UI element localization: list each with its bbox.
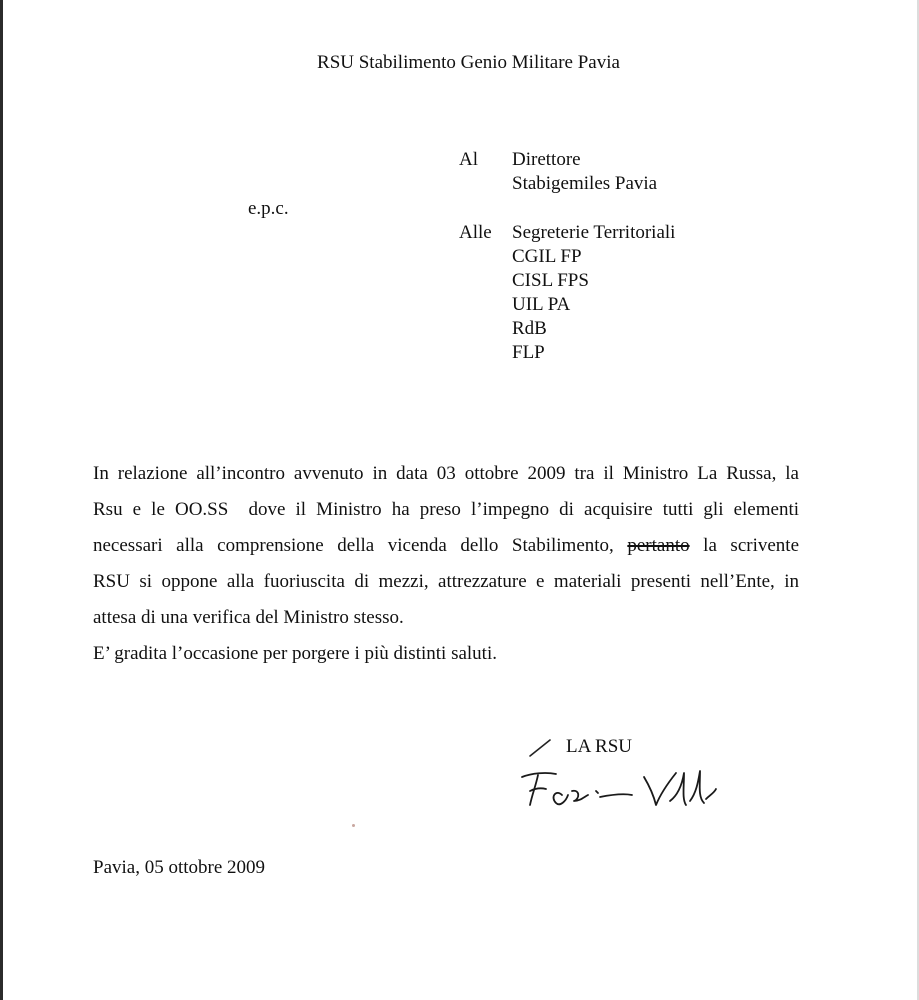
cc-prefix: Alle — [459, 222, 492, 243]
body-line: RSU si oppone alla fuoriuscita di mezzi, attrezzature e materiali presenti nell’Ente, in — [93, 571, 799, 592]
body-line-part: la scrivente — [703, 535, 800, 556]
cc-line: UIL PA — [512, 294, 571, 315]
body-line: In relazione all’incontro avvenuto in data 03 ottobre 2009 tra il Ministro La Russa, la — [93, 463, 799, 484]
body-line — [93, 528, 799, 564]
body-line: attesa di una verifica del Ministro stesso. — [93, 607, 404, 628]
scan-speck — [352, 824, 355, 827]
body-line: Rsu e le OO.SS dove il Ministro ha preso l’impegno di acquisire tutti gli elementi — [93, 499, 799, 520]
scan-edge-left — [0, 0, 3, 1000]
cc-line: RdB — [512, 318, 547, 339]
recipient-label: Al — [459, 149, 478, 170]
sender-heading: RSU Stabilimento Genio Militare Pavia — [317, 52, 620, 73]
cc-line: CISL FPS — [512, 270, 589, 291]
cc-label: e.p.c. — [248, 198, 289, 219]
signature-label: LA RSU — [566, 736, 632, 757]
struck-word: pertanto — [627, 535, 690, 556]
cc-line: FLP — [512, 342, 545, 363]
recipient-line: Stabigemiles Pavia — [512, 173, 658, 194]
cc-line: Segreterie Territoriali — [512, 222, 676, 243]
body-line-part: necessari alla comprensione della vicenda dello Stabilimento, — [93, 535, 614, 556]
place-date: Pavia, 05 ottobre 2009 — [93, 857, 266, 878]
handwritten-signature — [510, 755, 730, 815]
closing-line: E’ gradita l’occasione per porgere i più distinti saluti. — [93, 643, 497, 664]
letter-body — [93, 456, 799, 672]
cc-line: CGIL FP — [512, 246, 582, 267]
recipient-line: Direttore — [512, 149, 581, 170]
